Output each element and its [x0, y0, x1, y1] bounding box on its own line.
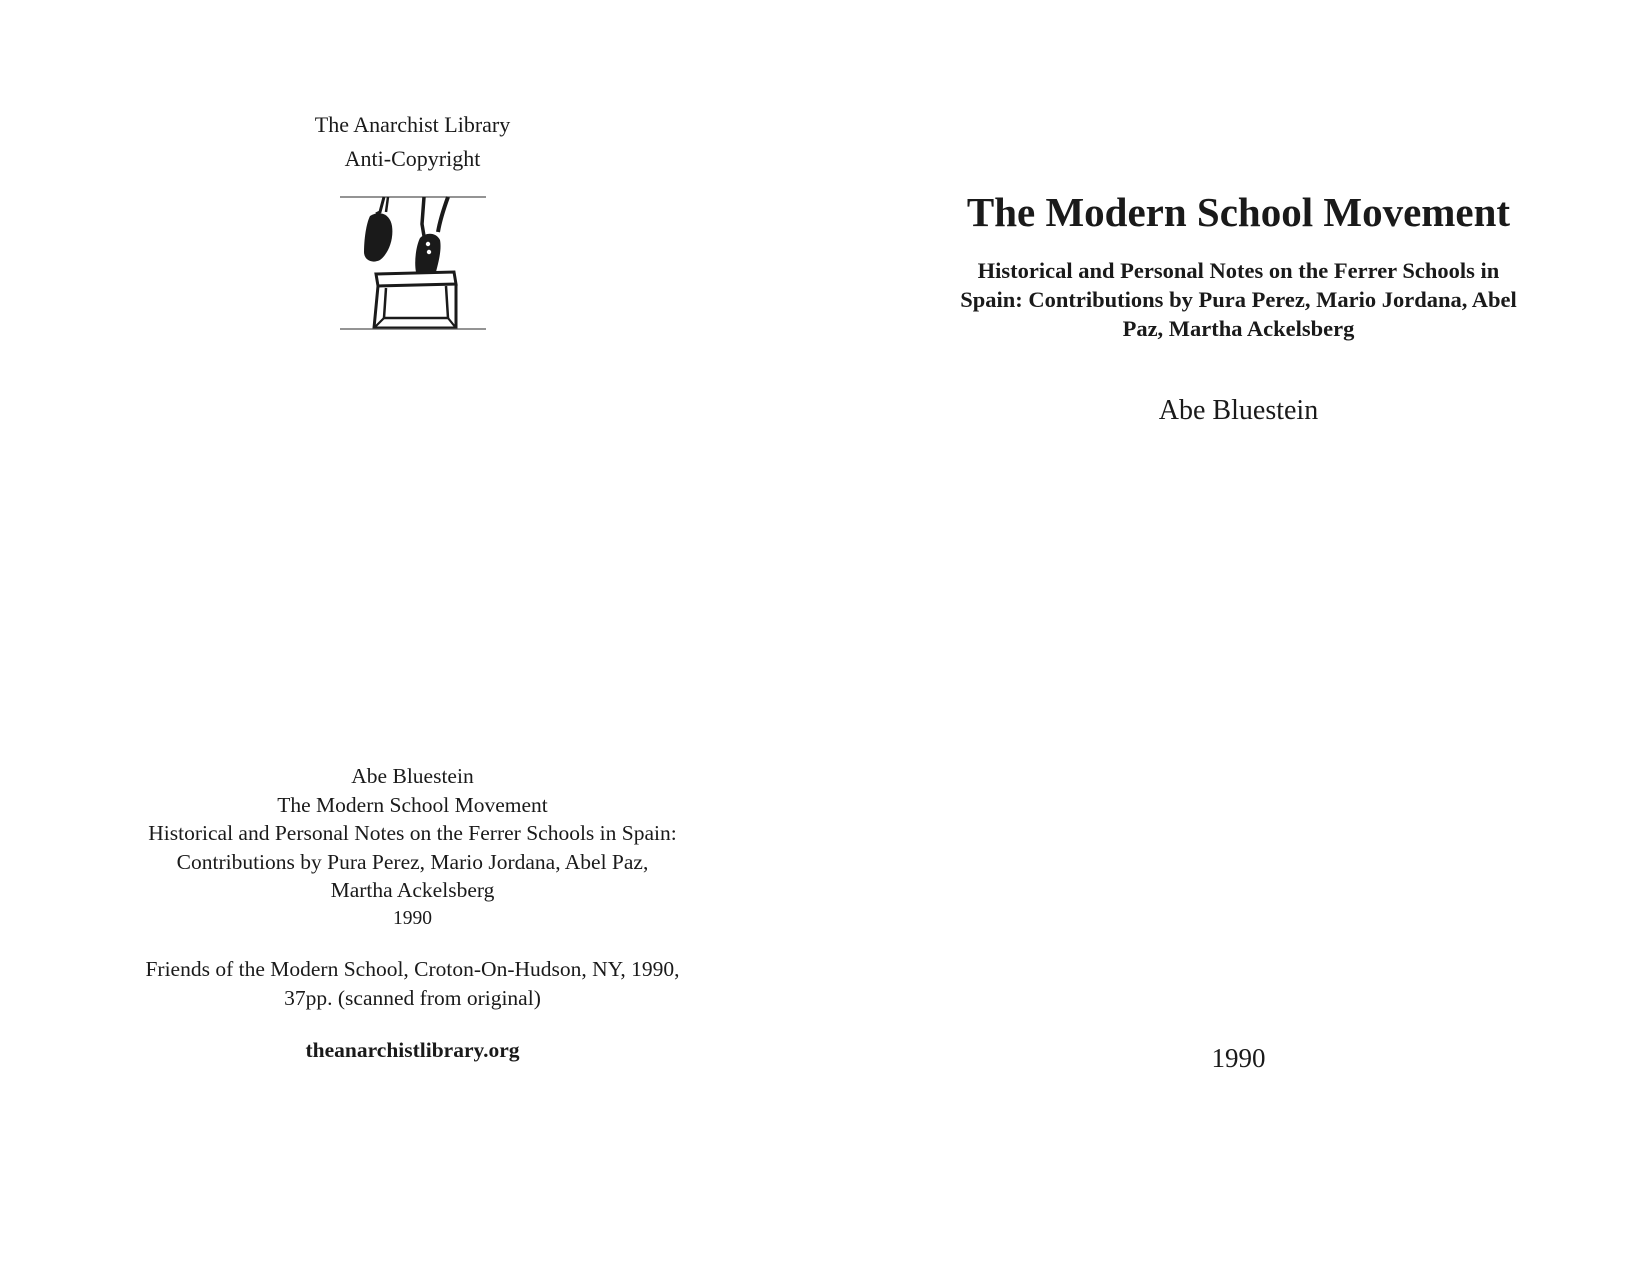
colophon-website: theanarchistlibrary.org: [305, 1038, 520, 1062]
colophon-subtitle-line-1: Historical and Personal Notes on the Ferrer Schools in Spain:: [148, 821, 677, 845]
back-page: [0, 0, 825, 1275]
colophon-subtitle-line-2: Contributions by Pura Perez, Mario Jordana, Abel Paz,: [176, 849, 649, 874]
book-title: The Modern School Movement: [966, 189, 1511, 235]
anarchist-library-logo-icon: [340, 194, 486, 332]
colophon-title: The Modern School Movement: [277, 792, 548, 817]
book-date: 1990: [1211, 1043, 1266, 1073]
anti-copyright-notice: Anti-Copyright: [344, 146, 481, 171]
title-page: [826, 0, 1651, 1275]
library-name: The Anarchist Library: [314, 112, 511, 137]
colophon-subtitle-line-3: Martha Ackelsberg: [330, 878, 495, 902]
colophon-author: Abe Bluestein: [351, 764, 474, 788]
colophon-source-line-2: 37pp. (scanned from original): [284, 985, 541, 1010]
colophon: [110, 762, 715, 1065]
colophon-source: [110, 955, 715, 1012]
colophon-source-line-1: Friends of the Modern School, Croton-On-Hudson, NY, 1990,: [145, 957, 680, 981]
book-subtitle: Historical and Personal Notes on the Ferrer Schools in Spain: Contributions by Pura Perez, Mario Jordana, Abel Paz, Martha Ackelsberg: [960, 258, 1517, 341]
book-author: Abe Bluestein: [1158, 395, 1319, 426]
colophon-year: 1990: [393, 907, 432, 929]
